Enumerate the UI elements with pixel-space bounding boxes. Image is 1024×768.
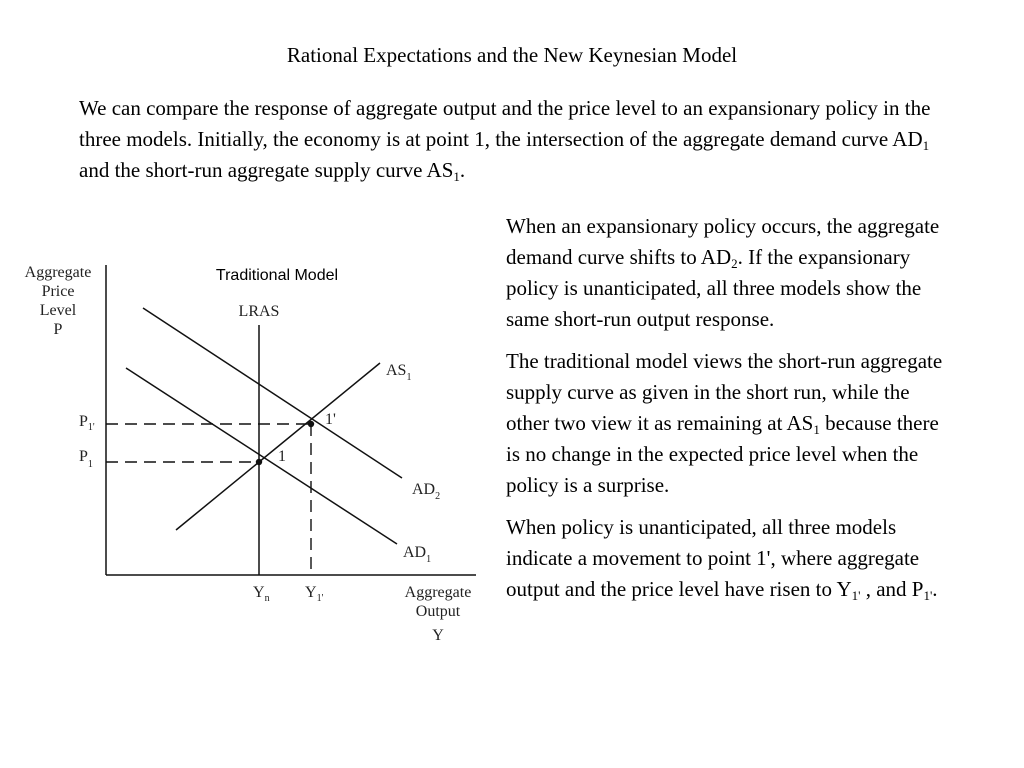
as1-label: $AS_1$: [386, 362, 412, 383]
ad1-label: $AD_1$: [403, 544, 432, 565]
p1-sub: 2: [731, 256, 738, 271]
p2-sub: 1: [813, 422, 820, 437]
intro-sub-1: 1: [922, 138, 930, 153]
ad1-curve: [126, 368, 397, 544]
paragraph-ad-shift: [506, 211, 946, 335]
point-1: [256, 459, 262, 465]
x-axis-label-1: Aggregate: [404, 584, 472, 601]
graph-title: Traditional Model: [215, 267, 339, 284]
p1-text-b: . If the expansionary policy is unanticipated, all three models show the same short-run output response.: [506, 245, 922, 331]
p2-text-b: because there is no change in the expected price level when the policy is a surprise.: [506, 411, 939, 497]
p3-text-a: When policy is unanticipated, all three models indicate a movement to point 1', where aggregate output and the price level have risen to Y: [506, 515, 920, 601]
x-axis-label-3: Y: [432, 627, 444, 644]
x-axis-label-2: Output: [415, 603, 461, 620]
p3-sub-1: 1': [851, 588, 861, 603]
y-axis-label-2: Price: [41, 283, 75, 300]
point-1-prime-label: 1': [325, 411, 336, 428]
ad2-curve: [143, 308, 402, 478]
traditional-model-diagram: [0, 250, 490, 650]
point-1-label: 1: [278, 448, 286, 465]
p3-text-b: .: [932, 577, 938, 601]
lras-label: LRAS: [238, 303, 280, 320]
y-axis-label-4: P: [53, 321, 63, 338]
yn-label: $Y_n$: [253, 584, 270, 604]
y1prime-label: $Y_{1'}$: [305, 584, 324, 604]
paragraph-traditional-model: [506, 346, 946, 501]
slide-title: Rational Expectations and the New Keynesian Model: [286, 43, 738, 67]
p1-label: $P_1$: [79, 448, 93, 470]
point-1-prime: [308, 421, 314, 427]
ad2-label: $AD_2$: [412, 481, 441, 502]
intro-sub-2: 1: [453, 169, 460, 184]
intro-text-3: .: [459, 158, 466, 182]
p2-text-a: The traditional model views the short-run aggregate supply curve as given in the short run, while the other two view it as remaining at AS: [506, 349, 943, 435]
p3-text-mid: , and P: [860, 577, 924, 601]
intro-text-2: and the short-run aggregate supply curve AS: [79, 158, 454, 182]
intro-paragraph: [79, 93, 939, 186]
explanation-column: [506, 211, 946, 616]
as1-curve: [176, 363, 380, 530]
intro-text-1: We can compare the response of aggregate output and the price level to an expansionary policy in the three models. Initially, the economy is at point 1, the intersection of the aggregate demand curve AD: [79, 96, 931, 151]
paragraph-unanticipated: [506, 512, 946, 605]
y-axis-label-3: Level: [39, 302, 77, 319]
p3-sub-2: 1': [923, 588, 933, 603]
p1prime-label: $P_{1'}$: [79, 413, 95, 433]
p1-text-a: When an expansionary policy occurs, the aggregate demand curve shifts to AD: [506, 214, 940, 269]
y-axis-label-1: Aggregate: [24, 264, 92, 281]
